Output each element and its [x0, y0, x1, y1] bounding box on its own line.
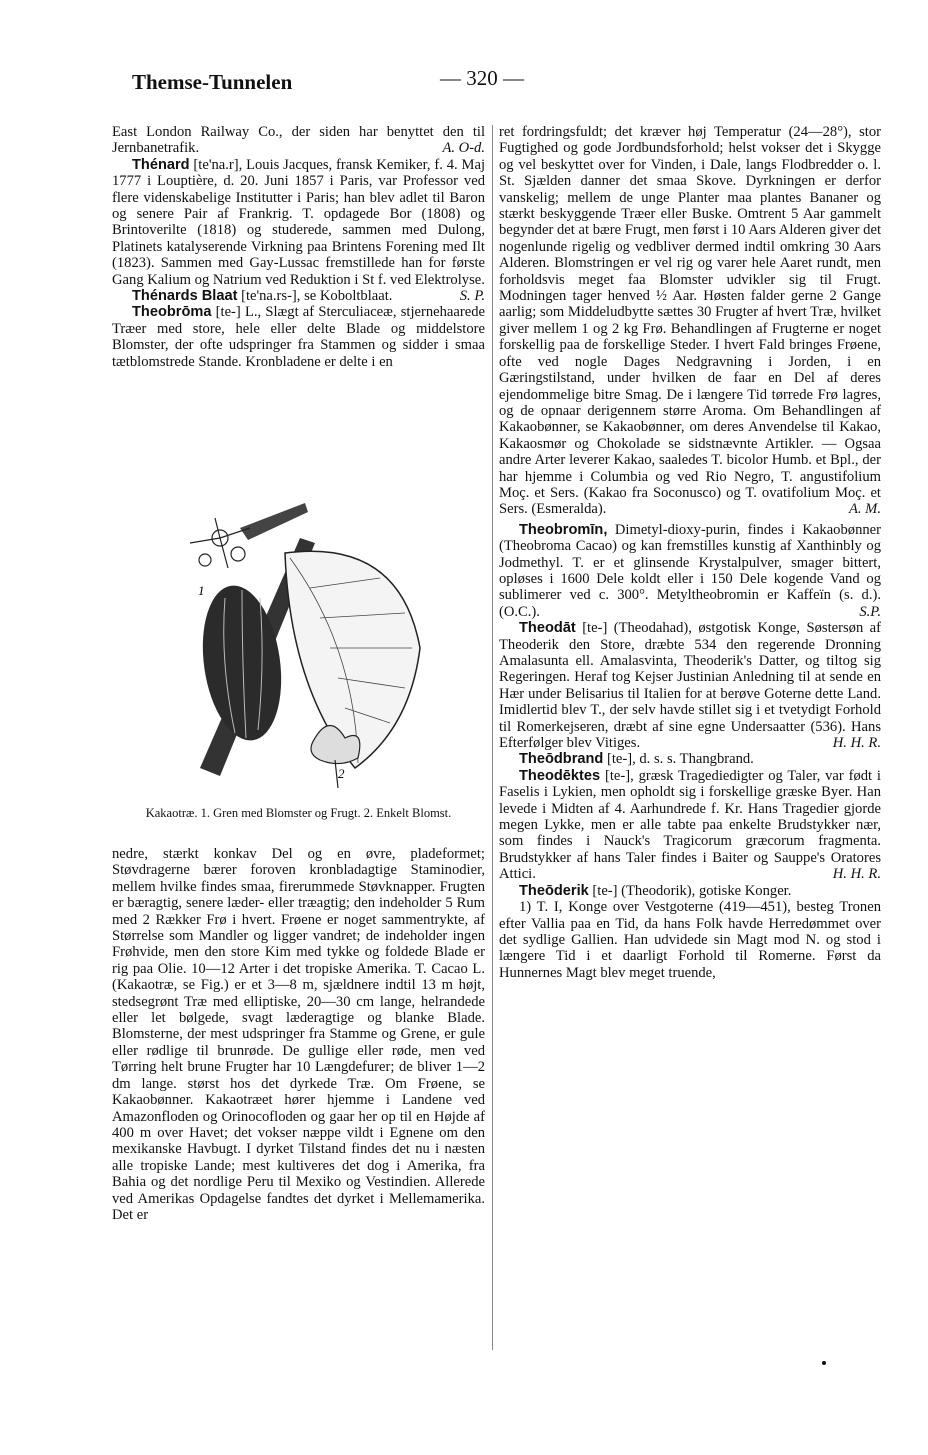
paragraph-theobroma-continued: nedre, stærkt konkav Del og en øvre, pladeformet; Støvdragerne bærer foroven kronbladagtige Staminodier, mellem hvilke findes smaa, firerummede Støvknapper. Frugten er bæragtig, senere læder- eller træagtig; den indeholder 5 Rum med 2 Rækker Frø i hvert. Frøene er noget sammentrykte, af Størrelse som Mandler og ligger vandret; de indeholder ingen Frøhvide, men den store Kim med tykke og foldede Blade er rig paa Olie. 10—12 Arter i det tropiske Amerika. T. Cacao L. (Kakaotræ, se Fig.) er et 3—8 m, sjældnere indtil 13 m højt, stedsegrønt Træ med elliptiske, 20—30 cm lange, helrandede eller let bølgede, svagt læderagtige og blanke Blade. Blomsterne, der mest udspringer fra Stamme og Grene, er gule eller rødlige til brunrøde. De gullige eller røde, men ved Tørring helt brune Frugter har 10 Længdefurer; de bliver 1—2 dm lange. størst hos det dyrkede Træ. Om Frøene, se Kakaobønner. Kakaotræet hører hjemme i Landene ved Amazonfloden og Orinocofloden og gaar her op til en Højde af 400 m over Havet; det vokser næppe vildt i Egnene om den mexikanske Havbugt. I dyrket Tilstand findes det nu i næsten alle tropiske Lande; mest kultiveres det dog i Amerika, fra Bahia og det nordlige Peru til Mexiko og Vestindien. Allerede ved Amerikas Opdagelse fandtes det dyrket i Mellemamerika. Det er — [112, 846, 485, 1223]
entry-theobromin: Theobromīn, Dimetyl-dioxy-purin, findes i Kakaobønner (Theobroma Cacao) og kan fremstilles kunstig af Xanthinbly og Jodmethyl. T. er et glinsende Krystalpulver, smager bittert, opløses i 1600 Dele koldt eller i 150 Dele kogende Vand og sublimerer ved c. 300°. Metyltheobromin er Kaffeïn (s. d.). (O.C.). S.P. — [499, 521, 881, 620]
print-speck — [822, 1361, 826, 1365]
headword: Theōdbrand — [519, 751, 604, 768]
entry-theodbrand: Theōdbrand [te-], d. s. s. Thangbrand. — [519, 751, 754, 768]
headword: Theōderik — [519, 882, 589, 899]
headword: Thénard — [132, 156, 190, 173]
cacao-tree-illustration — [180, 498, 430, 798]
signature: A. O-d. — [442, 140, 485, 157]
headword: Theodēktes — [519, 767, 601, 784]
entry-theobroma: Theobrōma [te-] L., Slægt af Sterculiaceæ, stjernehaarede Træer med store, hele eller delte Blade og middelstore Blomster, der ofte udspringer fra Stammen og sidder i smaa tætblomstrede Stande. Kronbladene er delte i en — [112, 304, 485, 370]
entry-theodektes: Theodēktes [te-], græsk Tragediedigter og Taler, var født i Faselis i Lykien, men opholdt sig i forskellige græske Byer. Han levede i Midten af 4. Aarhundrede f. Kr. Hans Tragedier gjorde megen Lykke, men er alle tabte paa enkelte Brudstykker nær, som findes i Nauck's Tragicorum græcorum fragmenta. Brudstykker af hans Taler findes i Baiter og Sauppe's Oratores Attici. H. H. R. — [499, 767, 881, 883]
signature: S. P. — [459, 288, 485, 305]
headword: Theodāt — [519, 620, 576, 637]
entry-thenard: Thénard [te'na.r], Louis Jacques, fransk Kemiker, f. 4. Maj 1777 i Louptière, d. 20. Juni 1857 i Paris, var Professor ved flere videnskabelige Institutter i Paris; han blev adlet til Baron og senere Pair af Frankrig. T. opdagede Bor (1808) og Brintoverilte (1818) og studerede, sammen med Dulong, Platinets katalyserende Virkning paa Brintens Forening med Ilt (1823). Sammen med Gay-Lussac fremstillede han for første Gang Kalium og Natrium ved Reduktion i St f. ved Elektrolyse. S. P. — [112, 156, 485, 305]
headword: Theobrōma — [132, 304, 212, 321]
page-number: — 320 — — [440, 66, 524, 90]
entry-thenards-blaat: Thénards Blaat [te'na.rs-], se Koboltblaat. — [132, 288, 393, 305]
paragraph-themse-tail: East London Railway Co., der siden har benyttet den til Jernbanetrafik. A. O-d. — [112, 124, 485, 157]
figure-label-1: 1 — [198, 583, 205, 598]
paragraph-cacao-cultivation: ret fordringsfuldt; det kræver høj Temperatur (24—28°), stor Fugtighed og gode Jordbundsforhold; helst vokser det i Skygge og vel beskyttet over for Vinden, i Dale, langs Flodbredder o. l. St. Sjælden danner det smaa Skove. Dyrkningen er derfor vanskelig; mellem de unge Planter maa plantes Bananer og stærkt beskyggende Træer eller Buske. Omtrent 5 Aar gammelt begynder det at bære Frugt, men først i 10 Aars Alderen giver det nogenlunde rigelig og vedbliver dermed indtil omkring 30 Aars Alderen. Blomstringen er vel rig og varer hele Aaret rundt, men forholdsvis meget faa Blomster udvikler sig til Frugt. Modningen tager henved ½ Aar. Høsten falder gerne 2 Gange aarlig; som Middeludbytte sættes 30 Frugter af hvert Træ, hvilket giver mellem 1 og 2 kg Frø. Behandlingen af Frugterne er noget forskellig paa de forskellige Steder. I hvert Fald bringes Frøene, ofte ved nogle Dages Nedgravning i Jorden, i en Gæringstilstand, under hvilken de faar en Del af deres ejendommelige bitre Smag. De i længere Tid tørrede Frø lagres, og de opnaar derigennem større Aroma. Om Behandlingen af Kakaobønner, se Kakaobønner, om deres Anvendelse til Kakao, Kakaosmør og Chokolade se sidstnævnte Artikler. — Ogsaa andre Arter leverer Kakao, saaledes T. bicolor Humb. et Bpl., der har hjemme i Columbia og ved Rio Negro, T. angustifolium Moç. et Sers. (Kakao fra Soconusco) og T. ovatifolium Moç. et Sers. (Esmeralda). A. M. — [499, 124, 881, 518]
twig-shape — [240, 503, 308, 540]
signature: H. H. R. — [832, 735, 881, 752]
paragraph-theoderik-1: 1) T. I, Konge over Vestgoterne (419—451), besteg Tronen efter Vallia paa en Tid, da hans Folk havde Herredømmet over det sydlige Gallien. Han udvidede sin Magt mod N. og stod i længere Tid i et daarligt Forhold til Romerne. Først da Hunnernes Magt blev meget truende, — [499, 899, 881, 981]
signature: A. M. — [848, 501, 881, 518]
signature: S.P. — [859, 603, 881, 620]
figure-label-2: 2 — [338, 766, 345, 781]
signature: H. H. R. — [832, 866, 881, 883]
left-column-upper — [112, 124, 485, 370]
headword: Thénards Blaat — [132, 288, 238, 305]
column-divider — [492, 125, 493, 1350]
entry-theodat: Theodāt [te-] (Theodahad), østgotisk Konge, Søstersøn af Theoderik den Store, dræbte 534 den regerende Dronning Amalasunta ell. Amalasvinta, Theoderik's Datter, og tiltog sig Regeringen. Heraf tog Kejser Justinian Anledning til at sende en Hær under Belisarius til Italien for at berøve Goterne dette Land. Imidlertid blev T., der selv havde stillet sig i et tvetydigt Forhold til Romerkejseren, dræbt af sine egne Undersaatter (536). Hans Efterfølger blev Vitiges. H. H. R. — [499, 620, 881, 752]
running-head-title: Themse-Tunnelen — [132, 70, 293, 94]
headword: Theobromīn, — [519, 521, 608, 538]
figure-caption: Kakaotræ. 1. Gren med Blomster og Frugt. 2. Enkelt Blomst. — [145, 806, 452, 820]
entry-theoderik: Theōderik [te-] (Theodorik), gotiske Konger. — [519, 882, 792, 899]
flower-cluster — [190, 518, 250, 568]
left-column-lower — [112, 846, 485, 1223]
right-column — [499, 124, 881, 981]
